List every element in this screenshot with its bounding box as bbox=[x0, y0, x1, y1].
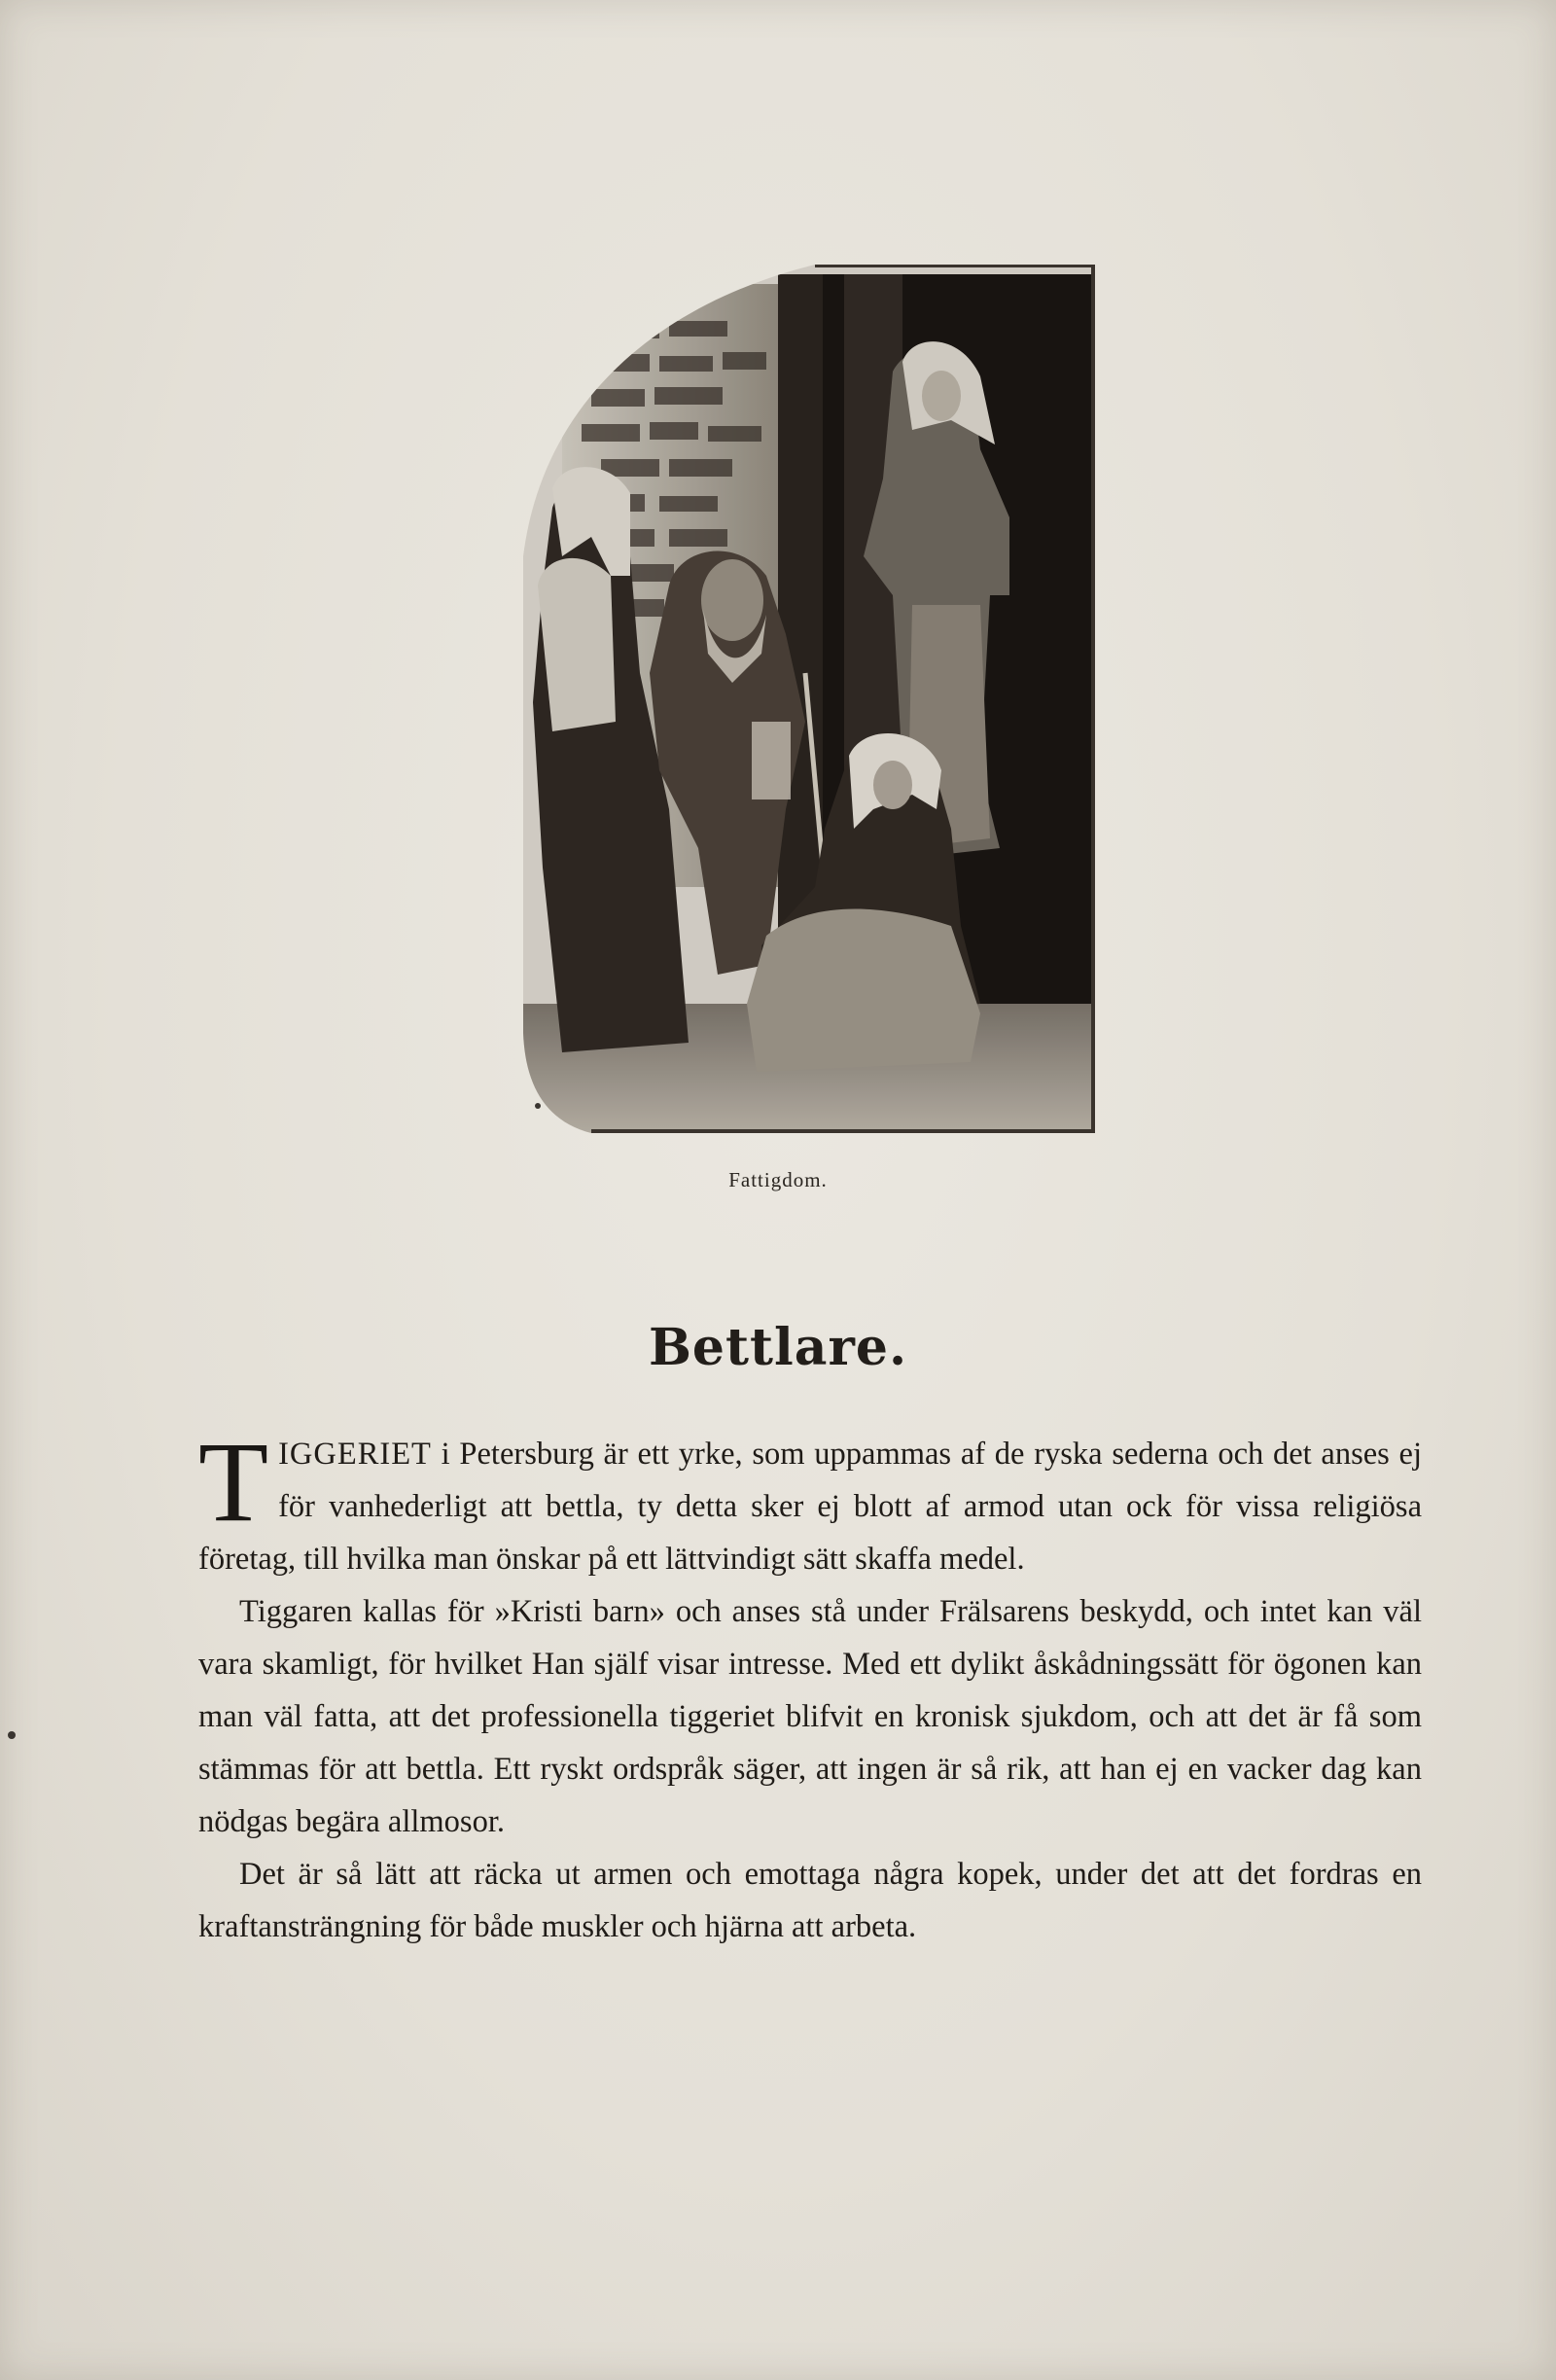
paragraph-1 bbox=[198, 1418, 1422, 1585]
photograph-icon bbox=[523, 265, 1095, 1133]
drop-cap: T bbox=[198, 1418, 269, 1545]
page-speck bbox=[535, 1103, 541, 1109]
figure-caption: Fattigdom. bbox=[728, 1168, 828, 1191]
paragraph-2: Tiggaren kallas för »Kristi barn» och anses stå under Frälsarens beskydd, och intet kan väl vara skamligt, för hvilket Han själf visar intresse. Med ett dylikt åskådningssätt för ögonen kan man väl fatta, att det professionella tiggeriet blifvit en kronisk sjukdom, och att det är få som stämmas för att bettla. Ett ryskt ordspråk säger, att ingen är så rik, att han ej en vacker dag kan nödgas begära allmosor. bbox=[198, 1594, 1422, 1839]
body-text bbox=[198, 1418, 1422, 1953]
paragraph-1-lead: IGGERIET bbox=[278, 1437, 432, 1472]
photograph-fattigdom bbox=[523, 265, 1095, 1133]
paragraph-3: Det är så lätt att räcka ut armen och emottaga några kopek, under det att det fordras en kraftansträngning för både muskler och hjärna att arbeta. bbox=[198, 1857, 1422, 1944]
chapter-heading: Bettlare. bbox=[648, 1318, 908, 1377]
paragraph-1-text: i Petersburg är ett yrke, som uppammas af de ryska sederna och det anses ej för vanhederligt att bettla, ty detta sker ej blott af armod utan ock för vissa religiösa företag, till hvilka man önskar på ett lättvindigt sätt skaffa medel. bbox=[198, 1437, 1422, 1577]
page-speck bbox=[8, 1731, 16, 1739]
